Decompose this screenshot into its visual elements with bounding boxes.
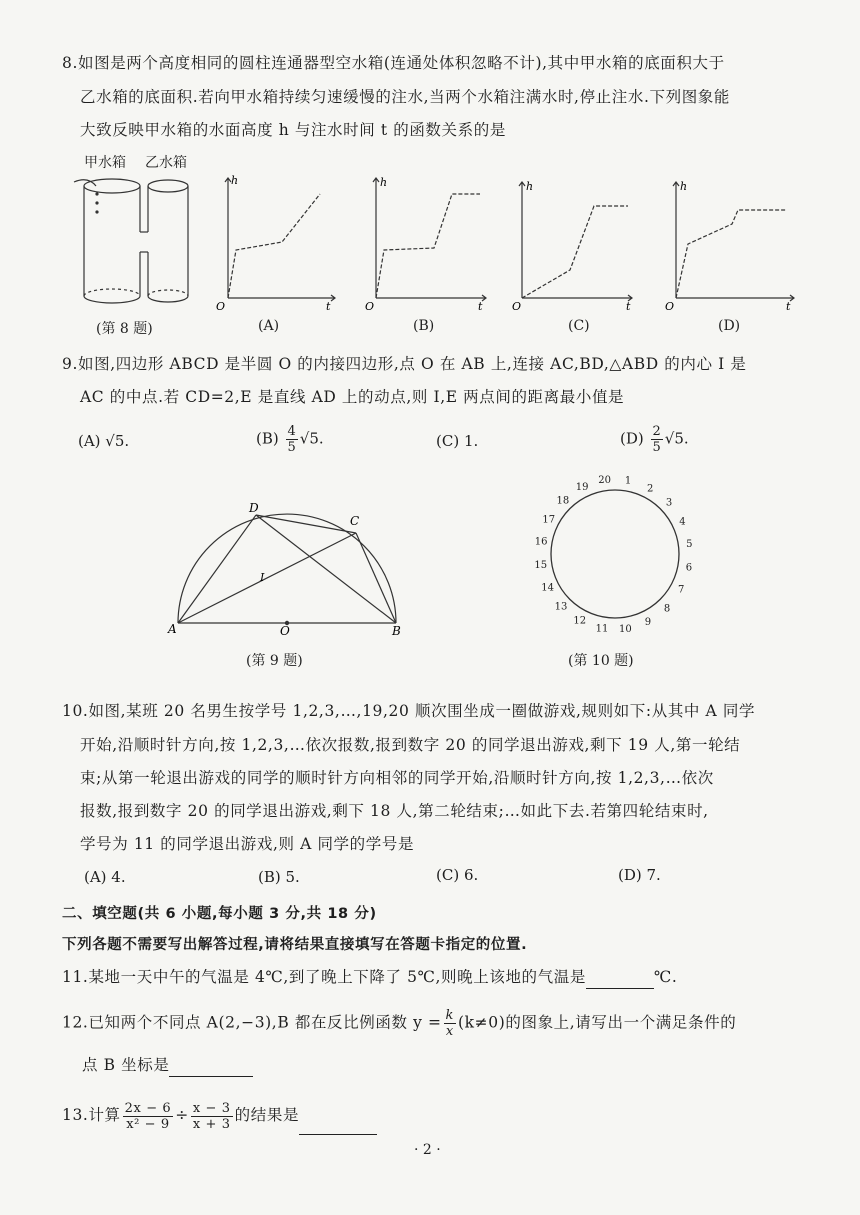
q10-option-d: (D) 7. — [618, 866, 661, 884]
seat-number-12: 12 — [573, 615, 587, 627]
q9-option-b: (B) $\frac{4}{5}$ √5. — [256, 424, 324, 455]
seat-number-4: 4 — [679, 516, 686, 528]
q10-option-a: (A) 4. — [84, 868, 126, 886]
q10-option-c: (C) 6. — [436, 866, 479, 884]
graph-c — [508, 172, 638, 312]
q12-line-1: 12.已知两个不同点 A(2,−3),B 都在反比例函数 y = $\frac{k}{x}$ (k≠0)的图象上,请写出一个满足条件的 — [62, 1008, 737, 1039]
graph-a-t-label: t — [326, 300, 331, 312]
q9-option-d: (D) $\frac{2}{5}$ √5. — [620, 424, 689, 455]
q9-figure-caption: (第 9 题) — [246, 653, 303, 669]
graph-a-h-label: h — [231, 174, 239, 187]
graph-c-origin: O — [512, 300, 522, 312]
graph-b-t-label: t — [478, 300, 483, 312]
seat-number-7: 7 — [678, 584, 685, 596]
graph-b-h-label: h — [380, 176, 388, 189]
point-c-label: C — [350, 514, 360, 528]
q11-answer-blank[interactable] — [586, 966, 654, 989]
q9-option-a: (A) √5. — [78, 432, 130, 450]
point-a-label: A — [168, 622, 177, 636]
graph-d-origin: O — [665, 300, 675, 312]
q8-line-2: 乙水箱的底面积.若向甲水箱持续匀速缓慢的注水,当两个水箱注满水时,停止注水.下列图象能 — [80, 88, 731, 106]
water-tank-figure — [70, 172, 200, 314]
q10-figure-caption: (第 10 题) — [568, 653, 634, 669]
graph-c-label: (C) — [568, 318, 590, 334]
seat-number-15: 15 — [534, 559, 548, 571]
page-number: · 2 · — [414, 1142, 441, 1158]
graph-d-t-label: t — [786, 300, 791, 312]
q9-line-1: 9.如图,四边形 ABCD 是半圆 O 的内接四边形,点 O 在 AB 上,连接 AC,BD,△ABD 的内心 I 是 — [62, 355, 747, 373]
q9-option-c: (C) 1. — [436, 432, 479, 450]
q10-line-5: 学号为 11 的同学退出游戏,则 A 同学的学号是 — [80, 835, 415, 853]
graph-a — [210, 172, 340, 312]
seat-number-5: 5 — [686, 539, 693, 551]
section-2-instruction: 下列各题不需要写出解答过程,请将结果直接填写在答题卡指定的位置. — [62, 937, 528, 953]
q8-line-1: 8.如图是两个高度相同的圆柱连通器型空水箱(连通处体积忽略不计),其中甲水箱的底面积大于 — [62, 54, 725, 72]
seat-number-17: 17 — [542, 514, 556, 526]
q8-figure-caption: (第 8 题) — [96, 321, 153, 337]
graph-d — [662, 172, 802, 312]
seat-number-3: 3 — [665, 497, 673, 509]
seat-number-13: 13 — [554, 601, 568, 613]
q10-line-2: 开始,沿顺时针方向,按 1,2,3,…依次报数,报到数字 20 的同学退出游戏,剩下 19 人,第一轮结 — [80, 736, 741, 754]
seat-number-18: 18 — [556, 495, 570, 507]
graph-b-label: (B) — [413, 318, 435, 334]
q10-line-4: 报数,报到数字 20 的同学退出游戏,剩下 18 人,第二轮结束;…如此下去.若第四轮结束时, — [80, 802, 709, 820]
seat-number-19: 19 — [575, 482, 589, 494]
seat-number-16: 16 — [534, 536, 548, 548]
q10-line-1: 10.如图,某班 20 名男生按学号 1,2,3,…,19,20 顺次围坐成一圈做游戏,规则如下:从其中 A 同学 — [62, 702, 756, 720]
seat-number-2: 2 — [647, 483, 654, 495]
graph-d-h-label: h — [680, 180, 688, 193]
point-o-label: O — [280, 624, 290, 638]
q12-line-2: 点 B 坐标是 — [82, 1054, 253, 1077]
point-b-label: B — [392, 624, 401, 638]
seat-number-8: 8 — [663, 603, 671, 615]
point-d-label: D — [249, 501, 259, 515]
q11-line: 11.某地一天中午的气温是 4℃,到了晚上下降了 5℃,则晚上该地的气温是 ℃. — [62, 966, 677, 989]
seat-number-1: 1 — [624, 475, 632, 487]
point-i-label: I — [260, 571, 265, 584]
q13-answer-blank[interactable] — [299, 1096, 377, 1135]
graph-b-origin: O — [365, 300, 375, 312]
tank-label-jia: 甲水箱 — [84, 155, 126, 171]
circle-seating-figure — [525, 472, 705, 644]
graph-a-label: (A) — [258, 318, 280, 334]
section-2-title: 二、填空题(共 6 小题,每小题 3 分,共 18 分) — [62, 906, 377, 922]
q10-line-3: 束;从第一轮退出游戏的同学的顺时针方向相邻的同学开始,沿顺时针方向,按 1,2,3,…依次 — [80, 769, 714, 787]
tank-label-yi: 乙水箱 — [145, 155, 187, 171]
seat-number-11: 11 — [595, 623, 609, 635]
graph-d-label: (D) — [718, 318, 741, 334]
graph-a-origin: O — [216, 300, 226, 312]
seat-number-14: 14 — [541, 582, 554, 594]
seat-number-6: 6 — [685, 562, 693, 574]
graph-b — [364, 172, 494, 312]
semicircle-figure — [160, 495, 410, 640]
q13-line: 13.计算 $\frac{2x - 6}{\text{x² − 9}}$ ÷ $\frac{x - 3}{x + 3}$ 的结果是 — [62, 1096, 377, 1135]
q10-option-b: (B) 5. — [258, 868, 300, 886]
graph-c-t-label: t — [626, 300, 631, 312]
seat-number-9: 9 — [644, 616, 652, 628]
q9-line-2: AC 的中点.若 CD=2,E 是直线 AD 上的动点,则 I,E 两点间的距离最小值是 — [80, 388, 625, 406]
graph-c-h-label: h — [526, 180, 534, 193]
seat-number-20: 20 — [598, 475, 611, 487]
seat-number-10: 10 — [619, 623, 632, 635]
q12-answer-blank[interactable] — [169, 1054, 253, 1077]
q8-line-3: 大致反映甲水箱的水面高度 h 与注水时间 t 的函数关系的是 — [80, 121, 506, 139]
